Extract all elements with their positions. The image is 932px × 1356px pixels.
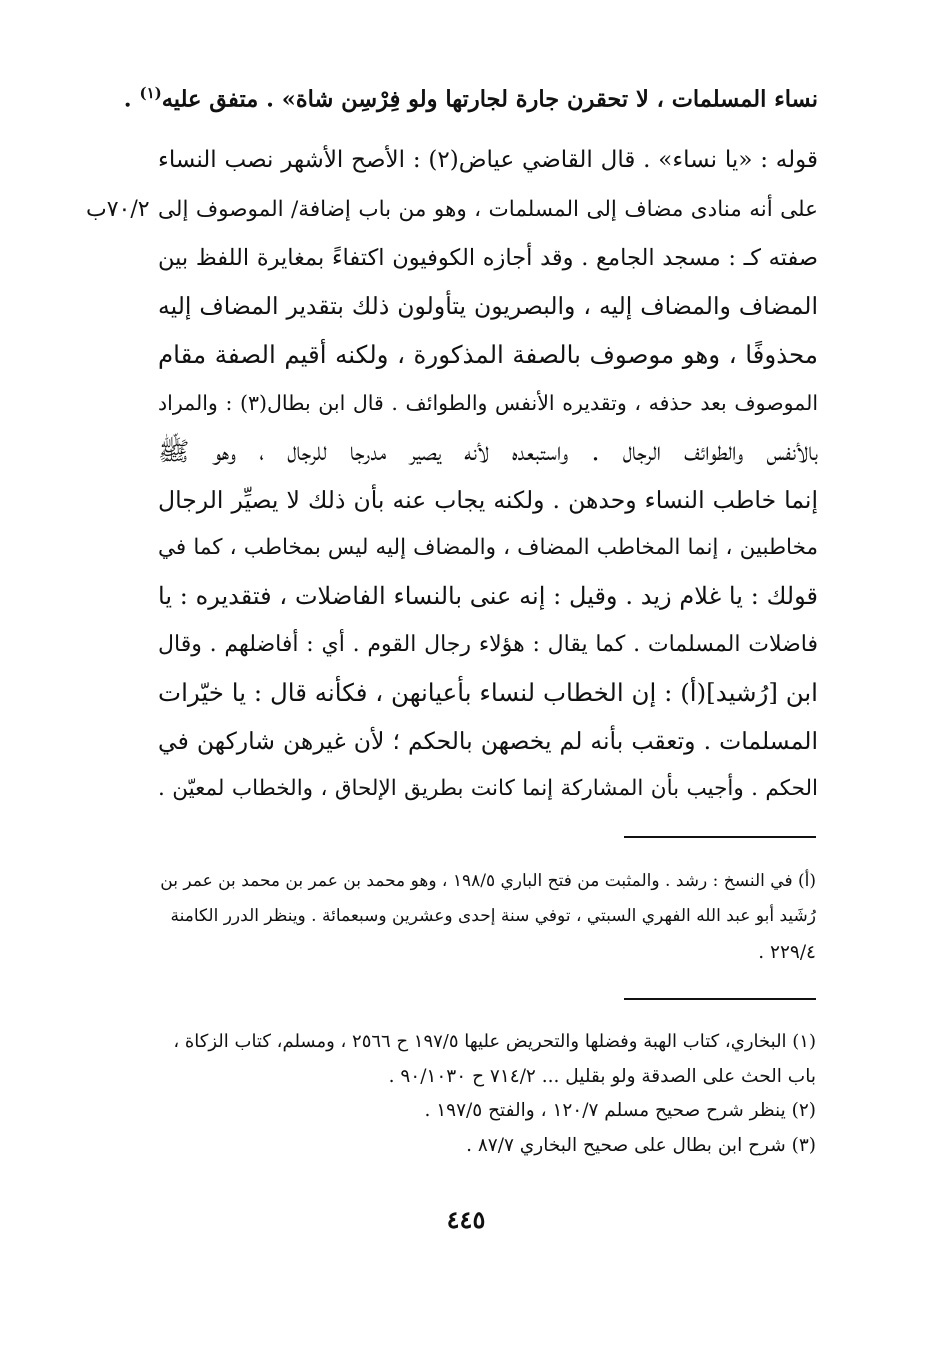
body-line: قوله : «يا نساء» . قال القاضي عياض(٢) : الأصح الأشهر نصب النساء xyxy=(158,147,819,173)
body-line: المضاف والمضاف إليه ، والبصريون يتأولون ذلك بتقدير المضاف إليه xyxy=(158,292,818,320)
footnote-line: (١) البخاري، كتاب الهبة وفضلها والتحريض عليها ١٩٧/٥ ح ٢٥٦٦ ، ومسلم، كتاب الزكاة ، xyxy=(173,1031,816,1052)
body-line: على أنه منادى مضاف إلى المسلمات ، وهو من باب إضافة/ الموصوف إلى xyxy=(158,197,818,222)
body-line: الموصوف بعد حذفه ، وتقديره الأنفس والطوائف . قال ابن بطال(٣) : والمراد xyxy=(158,391,819,415)
body-line: المسلمات . وتعقب بأنه لم يخصهن بالحكم ؛ لأن غيرهن شاركهن في xyxy=(158,727,818,755)
body-line: فاضلات المسلمات . كما يقال : هؤلاء رجال القوم . أي : أفاضلهم . وقال xyxy=(158,632,818,657)
body-line: إنما خاطب النساء وحدهن . ولكنه يجاب عنه بأن ذلك لا يصيِّر الرجال xyxy=(158,486,818,514)
manuscript-folio-marker: ٧٠/٢ب xyxy=(86,197,150,222)
body-line: بالأنفس والطوائف الرجال . واستبعده لأنه يصير مدرجا للرجال ، وهو ﷺ xyxy=(158,437,818,467)
body-line: قولك : يا غلام زيد . وقيل : إنه عنى بالنساء الفاضلات ، فتقديره : يا xyxy=(158,582,818,610)
body-line: محذوفًا ، وهو موصوف بالصفة المذكورة ، ولكنه أقيم الصفة مقام xyxy=(158,340,818,369)
body-line: الحكم . وأجيب بأن المشاركة إنما كانت بطريق الإلحاق ، والخطاب لمعيّن . xyxy=(158,776,818,801)
variant-note-line: رُشَيد أبو عبد الله الفهري السبتي ، توفي سنة إحدى وعشرين وسبعمائة . وينظر الدرر الكامنة xyxy=(170,906,816,926)
hadith-heading-text: نساء المسلمات ، لا تحقرن جارة لجارتها ولو فِرْسِن شاة» . متفق عليه xyxy=(161,86,818,113)
hadith-heading xyxy=(124,78,818,115)
variant-note-line: ٢٢٩/٤ . xyxy=(758,942,816,963)
footnote-line: باب الحث على الصدقة ولو بقليل ... ٧١٤/٢ ح ٩٠/١٠٣٠ . xyxy=(388,1066,816,1087)
footnote-line: (٢) ينظر شرح صحيح مسلم ١٢٠/٧ ، والفتح ١٩٧/٥ . xyxy=(424,1100,816,1121)
variant-note-line: (أ) في النسخ : رشد . والمثبت من فتح الباري ١٩٨/٥ ، وهو محمد بن عمر بن محمد بن عمر بن xyxy=(160,871,816,891)
body-line: مخاطبين ، إنما المخاطب المضاف ، والمضاف إليه ليس بمخاطب ، كما في xyxy=(158,535,818,560)
page-number: ٤٤٥ xyxy=(446,1205,486,1234)
body-line: صفته كـ : مسجد الجامع . وقد أجازه الكوفيون اكتفاءً بمغايرة اللفظ بين xyxy=(158,245,818,271)
hadith-heading-end: . xyxy=(123,86,132,113)
variant-notes-separator xyxy=(624,836,816,838)
footnotes-separator xyxy=(624,998,816,1000)
footnote-line: (٣) شرح ابن بطال على صحيح البخاري ٨٧/٧ . xyxy=(466,1135,816,1156)
body-line: ابن [رُشيد](أ) : إن الخطاب لنساء بأعيانهن ، فكأنه قال : يا خيّرات xyxy=(158,678,818,707)
footnote-ref-1: (١) xyxy=(139,84,162,102)
